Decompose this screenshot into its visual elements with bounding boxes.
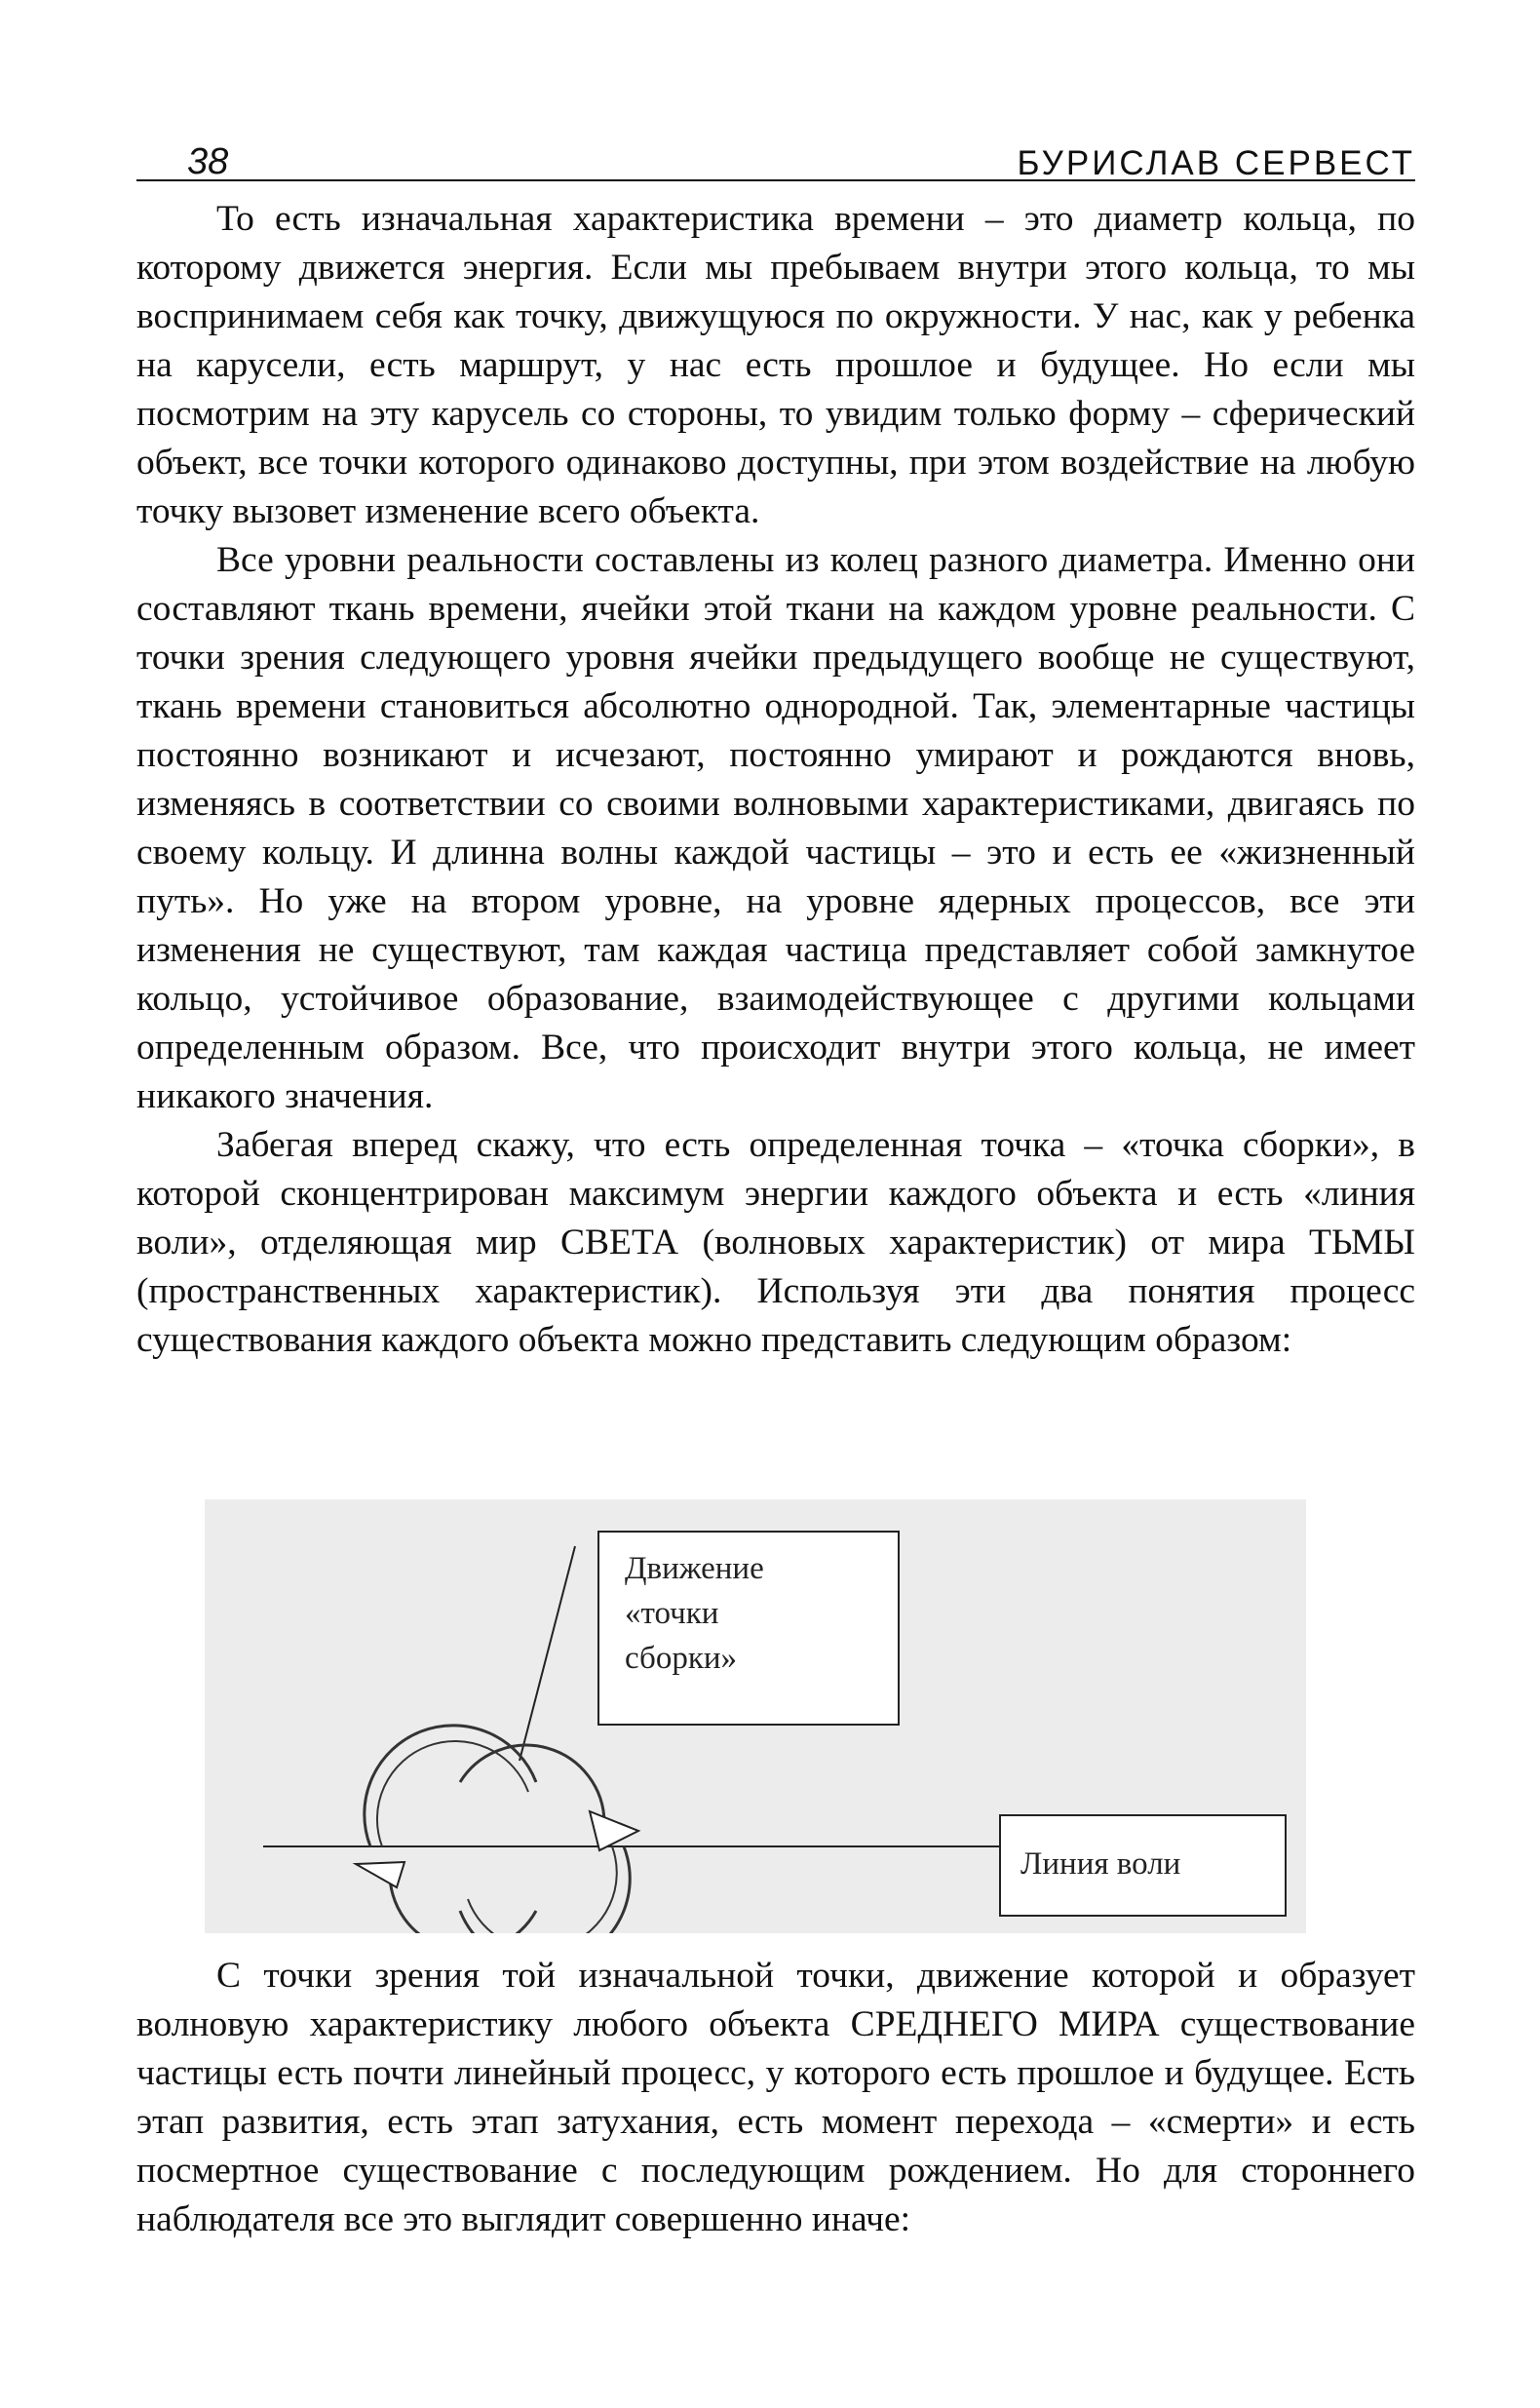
ring-arc-upper <box>460 1745 604 1823</box>
box-label-line: сборки» <box>625 1641 738 1676</box>
running-header <box>136 135 1415 181</box>
will-line-label: Линия воли <box>1020 1846 1181 1882</box>
assembly-point-box <box>597 1531 900 1726</box>
running-head-author: БУРИСЛАВ СЕРВЕСТ <box>1017 144 1415 182</box>
left-ring-arc <box>365 1726 536 1846</box>
body-text-bottom <box>136 1952 1415 2244</box>
paragraph: То есть изначальная характеристика времени – это диаметр кольца, по которому движется энергия. Если мы пребываем внутри этого кольца, то мы воспринимаем себя как точку, движущуюся по окружности. У нас, как у ребенка на карусели, есть маршрут, у нас есть прошлое и будущее. Но если мы посмотрим на эту карусель со стороны, то увидим только форму – сферический объект, все точки которого одинаково доступны, при этом воздействие на любую точку вызовет изменение всего объекта. <box>136 199 1415 531</box>
box-label-line: Движение <box>625 1551 764 1586</box>
callout-line <box>520 1546 575 1761</box>
ring-arc-lower <box>390 1870 536 1933</box>
arrowhead-left <box>356 1862 404 1887</box>
paragraph: С точки зрения той изначальной точки, движение которой и образует волновую характеристику любого объекта СРЕДНЕГО МИРА существование частицы есть почти линейный процесс, у которого есть прошлое и будущее. Есть этап развития, есть этап затухания, есть момент перехода – «смерти» и есть посмертное существование с последующим рождением. Но для стороннего наблюдателя все это выглядит совершенно иначе: <box>136 1956 1415 2239</box>
body-text-top <box>136 195 1415 1365</box>
assembly-point-diagram <box>205 1499 1306 1933</box>
page-number: 38 <box>187 141 229 182</box>
box-label-line: «точки <box>625 1596 719 1631</box>
arrowhead-right <box>590 1811 638 1850</box>
right-ring-arc <box>460 1846 630 1933</box>
will-line-box <box>999 1814 1287 1917</box>
paragraph: Забегая вперед скажу, что есть определенная точка – «точка сборки», в которой сконцентрирован максимум энергии каждого объекта и есть «линия воли», отделяющая мир СВЕТА (волновых характеристик) от мира ТЬМЫ (пространственных характеристик). Используя эти два понятия процесс существования каждого объекта можно представить следующим образом: <box>136 1125 1415 1360</box>
left-ring-arc-inner <box>377 1741 528 1846</box>
right-ring-arc-inner <box>468 1846 617 1933</box>
paragraph: Все уровни реальности составлены из колец разного диаметра. Именно они составляют ткань времени, ячейки этой ткани на каждом уровне реальности. С точки зрения следующего уровня ячейки предыдущего вообще не существуют, ткань времени становиться абсолютно однородной. Так, элементарные частицы постоянно возникают и исчезают, постоянно умирают и рождаются вновь, изменяясь в соответствии со своими волновыми характеристиками, двигаясь по своему кольцу. И длинна волны каждой частицы – это и есть ее «жизненный путь». Но уже на втором уровне, на уровне ядерных процессов, все эти изменения не существуют, там каждая частица представляет собой замкнутое кольцо, устойчивое образование, взаимодействующее с другими кольцами определенным образом. Все, что происходит внутри этого кольца, не имеет никакого значения. <box>136 540 1415 1116</box>
